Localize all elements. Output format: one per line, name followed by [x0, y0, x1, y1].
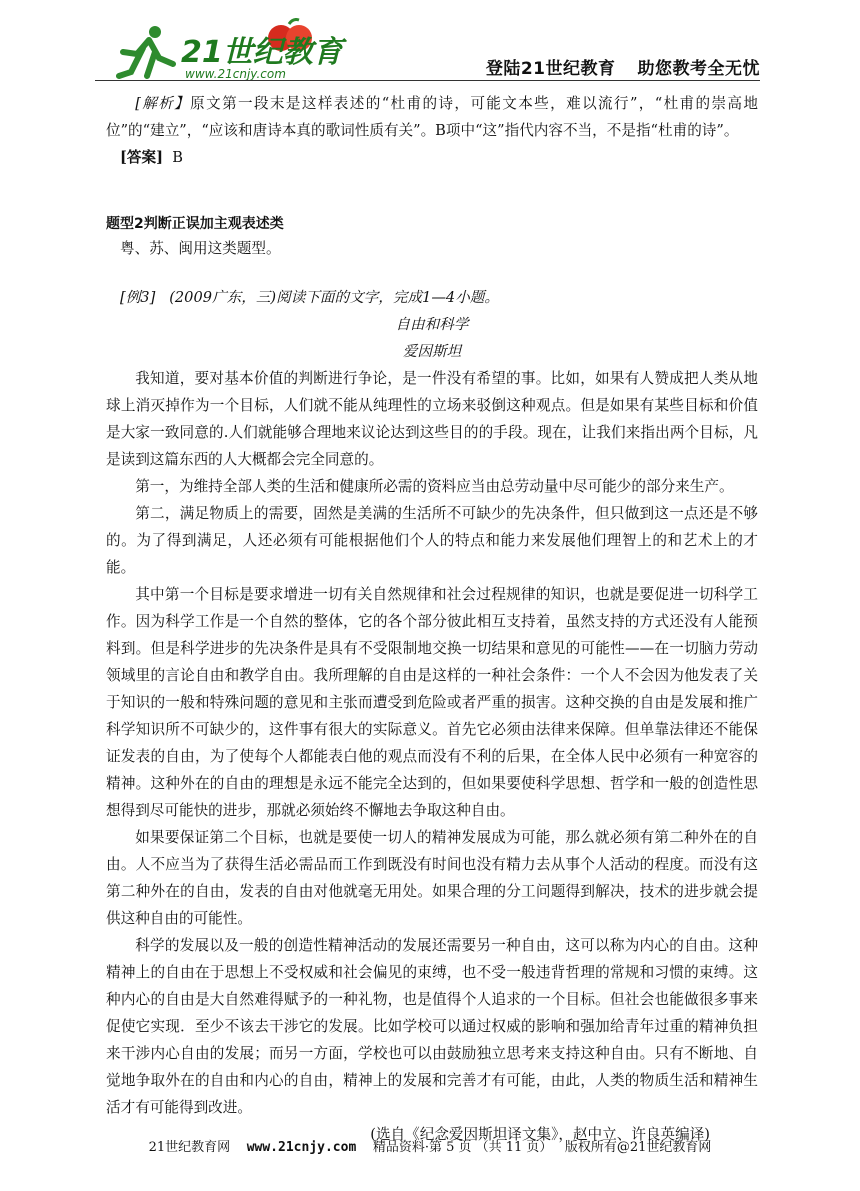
- document-body: [106, 90, 758, 1148]
- page-header: [95, 0, 760, 88]
- site-logo: [113, 18, 413, 84]
- footer-url[interactable]: www.21cnjy.com: [246, 1140, 357, 1155]
- analysis-paragraph: [106, 90, 758, 144]
- footer-site: 21世纪教育网: [148, 1140, 231, 1155]
- answer-value: B: [172, 149, 184, 166]
- footer-page-info: 精品资料·第 5 页 （共 11 页）: [372, 1140, 553, 1155]
- answer-line: [106, 144, 758, 171]
- example-label: [例3]: [120, 289, 156, 306]
- article-paragraph: 第一，为维持全部人类的生活和健康所必需的资料应当由总劳动量中尽可能少的部分来生产。: [135, 478, 734, 495]
- article-source: (选自《纪念爱因斯坦译文集》，赵中立、许良英编译): [370, 1126, 710, 1143]
- article-paragraph: 我知道，要对基本价值的判断进行争论，是一件没有希望的事。比如，如果有人赞成把人类从地球上消灭掉作为一个目标，人们就不能从纯理性的立场来驳倒这种观点。但是如果有某些目标和价值是大家一致同意的.人们就能够合理地来议论达到这些目的的手段。现在，让我们来指出两个目标，凡是读到这篇东西的人大概都会完全同意的。: [106, 370, 758, 468]
- logo-text: 21世纪教育: [181, 35, 343, 70]
- slogan-left: 登陆21世纪教育: [485, 59, 616, 79]
- footer-rights: 版权所有@21世纪教育网: [564, 1140, 712, 1155]
- article-paragraph: 科学的发展以及一般的创造性精神活动的发展还需要另一种自由，这可以称为内心的自由。这种精神上的自由在于思想上不受权威和社会偏见的束缚，也不受一般违背哲理的常规和习惯的束缚。这种内心的自由是大自然难得赋予的一种礼物，也是值得个人追求的一个目标。但社会也能做很多事来促使它实现．至少不该去干涉它的发展。比如学校可以通过权威的影响和强加给青年过重的精神负担来干涉内心自由的发展；而另一方面，学校也可以由鼓励独立思考来支持这种自由。只有不断地、自觉地争取外在的自由和内心的自由，精神上的发展和完善才有可能，由此，人类的物质生活和精神生活才有可能得到改进。: [106, 937, 758, 1116]
- header-slogan: [486, 54, 760, 79]
- slogan-right: 助您教考全无忧: [637, 59, 760, 79]
- section-title: 题型2判断正误加主观表述类: [106, 216, 284, 232]
- answer-label: [答案]: [120, 149, 163, 166]
- article-paragraph: 其中第一个目标是要求增进一切有关自然规律和社会过程规律的知识，也就是要促进一切科学工作。因为科学工作是一个自然的整体，它的各个部分彼此相互支持着，虽然支持的方式还没有人能预料到。但是科学进步的先决条件是具有不受限制地交换一切结果和意见的可能性——在一切脑力劳动领域里的言论自由和教学自由。我所理解的自由是这样的一种社会条件：一个人不会因为他发表了关于知识的一般和特殊问题的意见和主张而遭受到危险或者严重的损害。这种交换的自由是发展和推广科学知识所不可缺少的，这件事有很大的实际意义。首先它必须由法律来保障。但单靠法律还不能保证发表的自由，为了使每个人都能表白他的观点而没有不利的后果，在全体人民中必须有一种宽容的精神。这种外在的自由的理想是永远不能完全达到的，但如果要使科学思想、哲学和一般的创造性思想得到尽可能快的进步，那就必须始终不懈地去争取这种自由。: [106, 586, 758, 819]
- article-paragraph: 第二，满足物质上的需要，固然是美满的生活所不可缺少的先决条件，但只做到这一点还是不够的。为了得到满足，人还必须有可能根据他们个人的特点和能力来发展他们理智上的和艺术上的才能。: [106, 505, 758, 576]
- section-note: 粤、苏、闽用这类题型。: [120, 240, 281, 257]
- example-intro-text: (2009广东，三)阅读下面的文字，完成1—4小题。: [169, 289, 499, 306]
- analysis-text: 原文第一段末是这样表述的“杜甫的诗，可能文本些，难以流行”，“杜甫的崇高地位”的“建立”，“应该和唐诗本真的歌词性质有关”。B项中“这”指代内容不当，不是指“杜甫的诗”。: [106, 95, 758, 139]
- analysis-tag: [解析】: [135, 95, 191, 112]
- page-footer: [0, 1136, 860, 1155]
- logo-url: www.21cnjy.com: [185, 67, 286, 81]
- article-paragraph: 如果要保证第二个目标，也就是要使一切人的精神发展成为可能，那么就必须有第二种外在的自由。人不应当为了获得生活必需品而工作到既没有时间也没有精力去从事个人活动的程度。而没有这第二种外在的自由，发表的自由对他就毫无用处。如果合理的分工问题得到解决，技术的进步就会提供这种自由的可能性。: [106, 829, 758, 927]
- header-divider: [95, 80, 760, 81]
- example-intro: [106, 284, 758, 311]
- article-author: 爱因斯坦: [402, 343, 462, 360]
- running-figure-icon: [119, 26, 173, 76]
- article-title: 自由和科学: [395, 316, 469, 333]
